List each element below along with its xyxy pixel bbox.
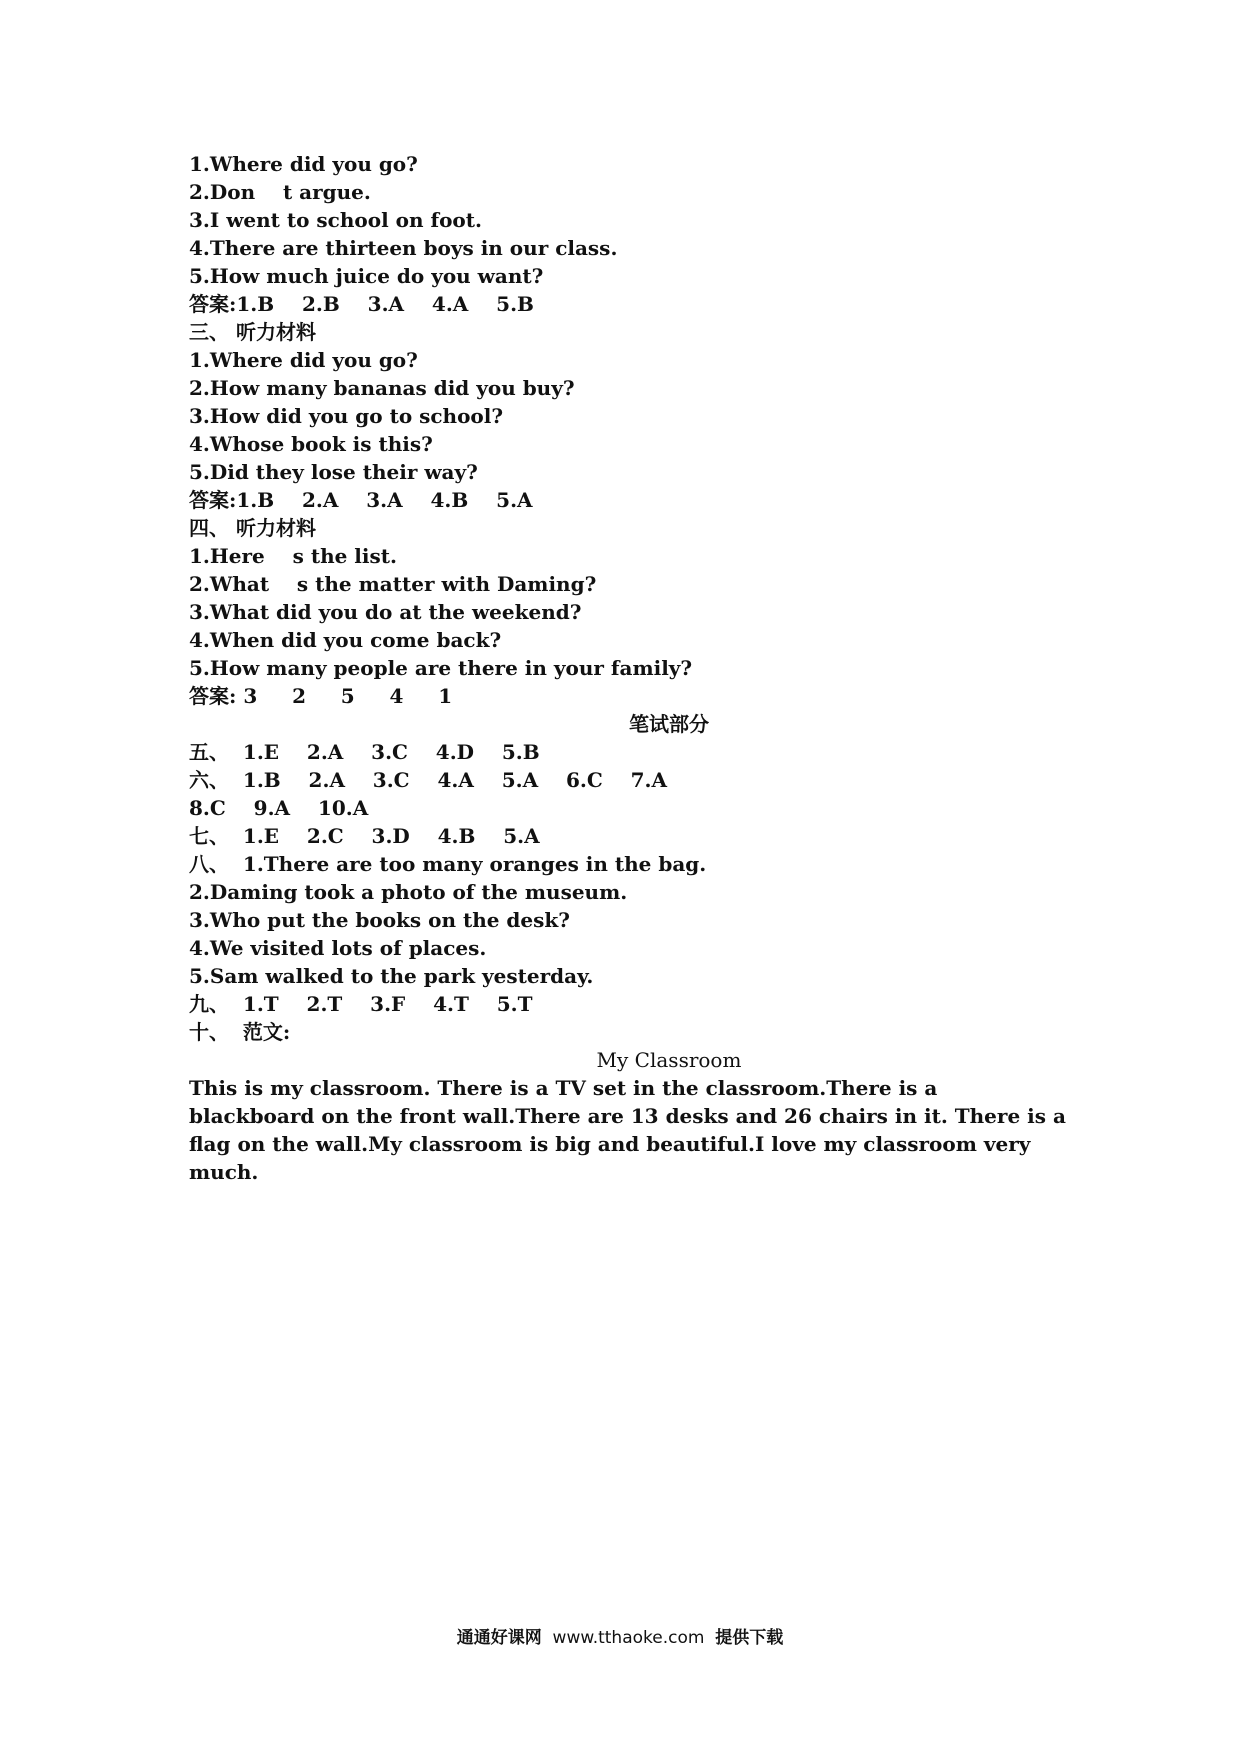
text-line: 5.Did they lose their way? (189, 460, 478, 484)
answer-line: 五、 1.E 2.A 3.C 4.D 5.B (189, 740, 540, 764)
text-line: 2.Daming took a photo of the museum. (189, 880, 628, 904)
footer-brand: 通通好课网 (456, 1628, 542, 1648)
text-line: 4.When did you come back? (189, 628, 502, 652)
text-line: 2.How many bananas did you buy? (189, 376, 575, 400)
section-heading: 四、 听力材料 (189, 516, 316, 540)
answer-line: 答案: 3 2 5 4 1 (189, 684, 453, 708)
text-line: 5.How much juice do you want? (189, 264, 544, 288)
answer-line: 七、 1.E 2.C 3.D 4.B 5.A (189, 824, 540, 848)
text-line: 4.There are thirteen boys in our class. (189, 236, 618, 260)
text-line: 1.Where did you go? (189, 152, 418, 176)
text-line: 3.I went to school on foot. (189, 208, 482, 232)
text-line: 1.Here s the list. (189, 544, 397, 568)
text-line: 1.Where did you go? (189, 348, 418, 372)
answer-line: 八、 1.There are too many oranges in the bag. (189, 852, 707, 876)
answer-line: 答案:1.B 2.B 3.A 4.A 5.B (189, 292, 534, 316)
text-line: 4.We visited lots of places. (189, 936, 487, 960)
text-line: 4.Whose book is this? (189, 432, 433, 456)
text-line: 5.Sam walked to the park yesterday. (189, 964, 594, 988)
text-line: 5.How many people are there in your family? (189, 656, 693, 680)
answer-line: 六、 1.B 2.A 3.C 4.A 5.A 6.C 7.A (189, 768, 667, 792)
answer-key-content (189, 150, 1069, 1186)
footer-suffix: 提供下载 (715, 1628, 784, 1648)
essay-body: This is my classroom. There is a TV set in the classroom.There is a blackboard on the front wall.There are 13 desks and 26 chairs in it. There is a flag on the wall.My classroom is big and beautiful.I love my classroom very much. (189, 1076, 1066, 1184)
text-line: 3.How did you go to school? (189, 404, 504, 428)
text-line: 3.Who put the books on the desk? (189, 908, 570, 932)
answer-line: 九、 1.T 2.T 3.F 4.T 5.T (189, 992, 533, 1016)
text-line: 2.Don t argue. (189, 180, 371, 204)
text-line: 2.What s the matter with Daming? (189, 572, 597, 596)
section-heading: 十、 范文: (189, 1020, 291, 1044)
answer-line: 答案:1.B 2.A 3.A 4.B 5.A (189, 488, 533, 512)
written-part-heading: 笔试部分 (629, 712, 709, 736)
text-line: 3.What did you do at the weekend? (189, 600, 582, 624)
section-heading: 三、 听力材料 (189, 320, 316, 344)
footer (0, 1626, 1240, 1650)
footer-url[interactable]: www.tthaoke.com (552, 1628, 705, 1648)
essay-title: My Classroom (596, 1048, 742, 1072)
answer-line: 8.C 9.A 10.A (189, 796, 369, 820)
